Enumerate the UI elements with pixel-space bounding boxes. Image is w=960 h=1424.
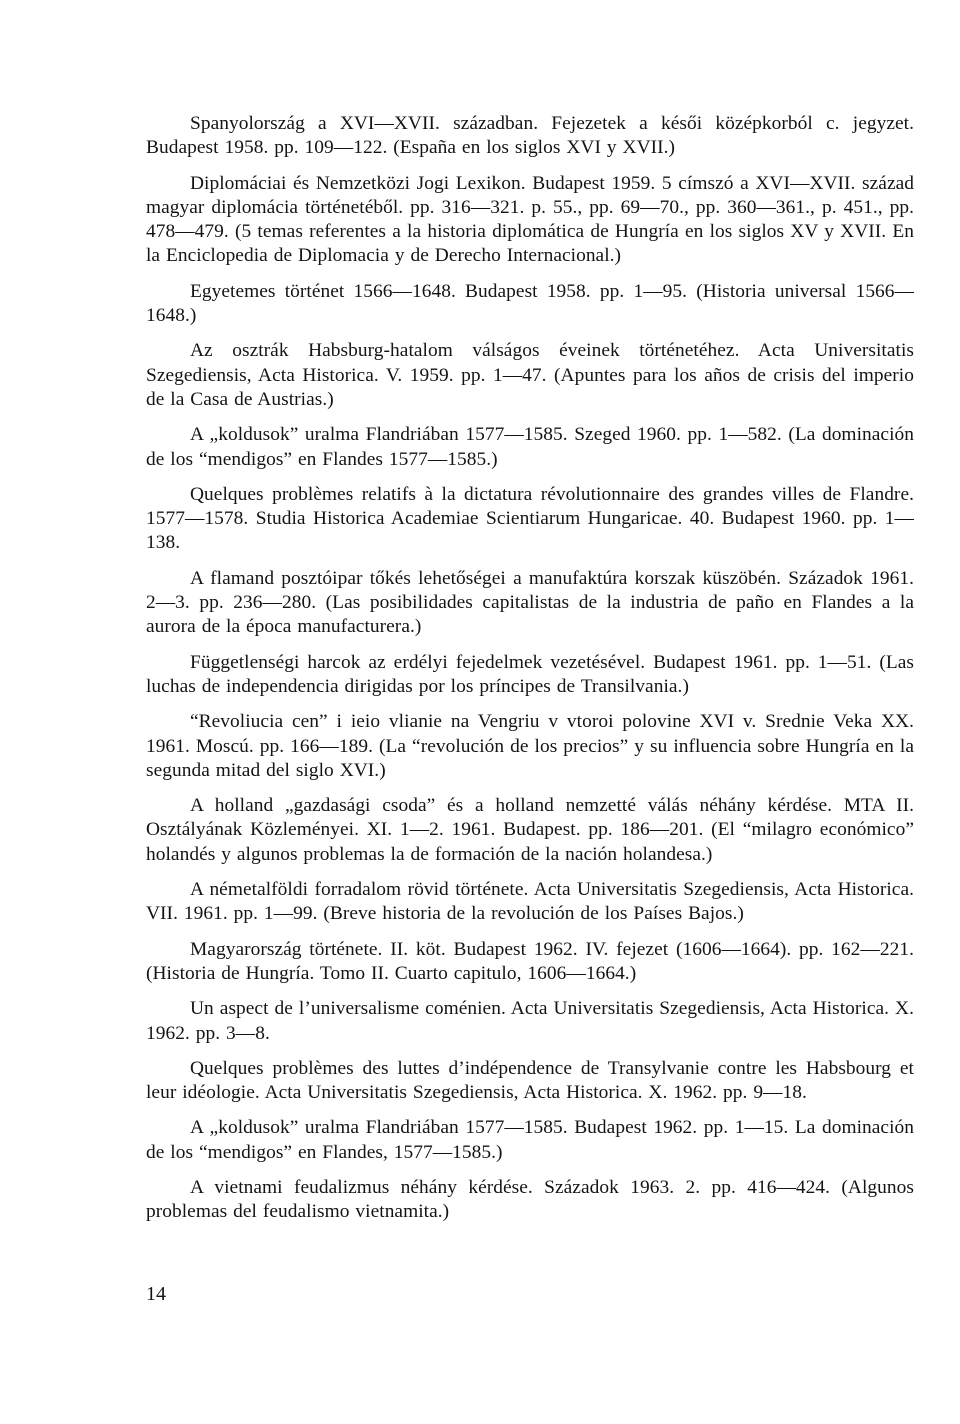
bibliography-entry: A „koldusok” uralma Flandriában 1577—1585. Budapest 1962. pp. 1—15. La dominación de los “mendigos” en Flandes, 1577—1585.) [146,1117,914,1163]
page-number: 14 [146,1283,166,1305]
bibliography-entry: Quelques problèmes des luttes d’indépendence de Transylvanie contre les Habsbourg et leur idéologie. Acta Universitatis Szegediensis, Acta Historica. X. 1962. pp. 9—18. [146,1057,914,1104]
bibliography-entry: Un aspect de l’universalisme coménien. Acta Universitatis Szegediensis, Acta Historica. X. 1962. pp. 3—8. [146,998,914,1044]
bibliography-entry: Az osztrák Habsburg-hatalom válságos éveinek történetéhez. Acta Universitatis Szegediensis, Acta Historica. V. 1959. pp. 1—47. (Apuntes para los años de crisis del imperio de la Casa de Austrias.) [146,340,914,410]
bibliography-entry: Spanyolország a XVI—XVII. században. Fejezetek a késői középkorból c. jegyzet. Budapest 1958. pp. 109—122. (España en los siglos XVI y XVII.) [146,113,914,159]
bibliography-entry: A holland „gazdasági csoda” és a holland nemzetté válás néhány kérdése. MTA II. Osztályának Közleményei. XI. 1—2. 1961. Budapest. pp. 186—201. (El “milagro económico” holandés y algunos problemas la de formación de la nación holandesa.) [146,795,914,865]
bibliography-entry: A flamand posztóipar tőkés lehetőségei a manufaktúra korszak küszöbén. Századok 1961. 2—3. pp. 236—280. (Las posibilidades capitalistas de la industria de paño en Flandes a la aurora de la época manufacturera.) [146,567,914,638]
bibliography-entry: Függetlenségi harcok az erdélyi fejedelmek vezetésével. Budapest 1961. pp. 1—51. (Las luchas de independencia dirigidas por los príncipes de Transilvania.) [146,651,914,697]
bibliography-entry: Egyetemes történet 1566—1648. Budapest 1958. pp. 1—95. (Historia universal 1566—1648.) [146,280,914,327]
bibliography-entry: “Revoliucia cen” i ieio vlianie na Vengriu v vtoroi polovine XVI v. Srednie Veka XX. 1961. Moscú. pp. 166—189. (La “revolución de los precios” y su influencia sobre Hungría en la segunda mitad del siglo XVI.) [146,711,914,781]
bibliography-entry: A „koldusok” uralma Flandriában 1577—1585. Szeged 1960. pp. 1—582. (La dominación de los “mendigos” en Flandes 1577—1585.) [146,424,914,470]
bibliography-entry: A vietnami feudalizmus néhány kérdése. Századok 1963. 2. pp. 416—424. (Algunos problemas del feudalismo vietnamita.) [146,1176,914,1223]
bibliography-entry: Quelques problèmes relatifs à la dictatura révolutionnaire des grandes villes de Flandre. 1577—1578. Studia Historica Academiae Scientiarum Hungaricae. 40. Budapest 1960. pp. 1—138. [146,483,914,554]
bibliography-entry: Magyarország története. II. köt. Budapest 1962. IV. fejezet (1606—1664). pp. 162—221. (Historia de Hungría. Tomo II. Cuarto capitulo, 1606—1664.) [146,938,914,984]
bibliography-entry: A németalföldi forradalom rövid története. Acta Universitatis Szegediensis, Acta Historica. VII. 1961. pp. 1—99. (Breve historia de la revolución de los Países Bajos.) [146,879,914,925]
bibliography-list [146,112,914,1236]
bibliography-entry: Diplomáciai és Nemzetközi Jogi Lexikon. Budapest 1959. 5 címszó a XVI—XVII. század magyar diplomácia történetéből. pp. 316—321. p. 55., pp. 69—70., pp. 360—361., p. 451., pp. 478—479. (5 temas referentes a la historia diplomática de Hungría en los siglos XV y XVII. En la Enciclopedia de Diplomacia y de Derecho Internacional.) [146,172,914,267]
